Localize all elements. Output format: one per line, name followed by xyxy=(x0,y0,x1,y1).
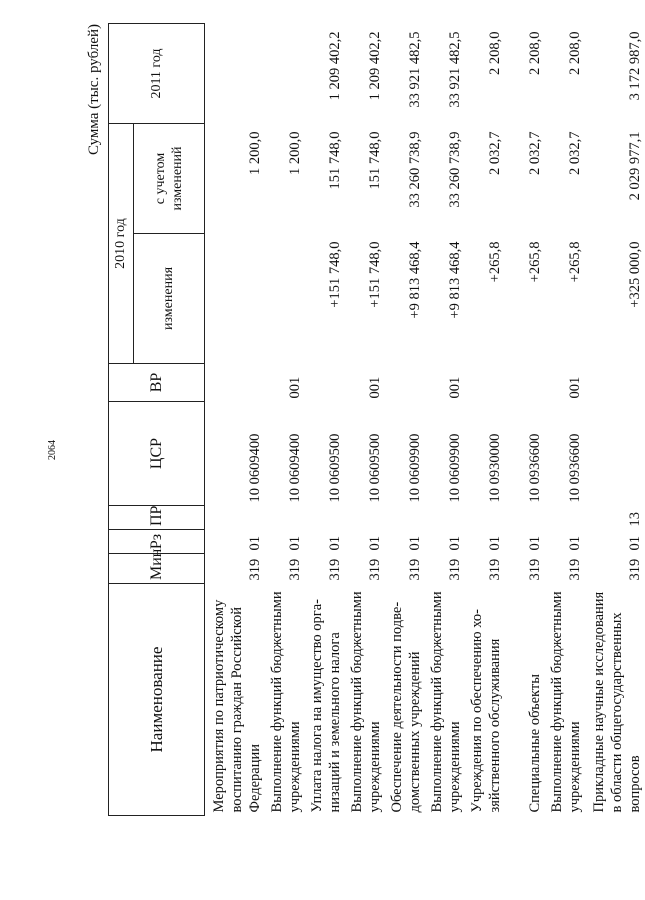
row-2011: 2 208,0 xyxy=(486,31,503,75)
header-2011: 2011 год xyxy=(109,24,205,124)
table-header xyxy=(109,24,205,816)
row-2011: 1 209 402,2 xyxy=(326,31,343,101)
row-pr xyxy=(545,506,585,530)
row-csr xyxy=(585,402,645,506)
row-2011: 1 209 402,2 xyxy=(366,31,383,101)
row-rz: 01 xyxy=(286,536,303,551)
table-row xyxy=(385,24,425,816)
row-with-changes: 2 032,7 xyxy=(566,131,583,175)
row-changes: +265,8 xyxy=(526,241,543,283)
row-2011 xyxy=(265,24,305,124)
row-csr: 10 0609400 xyxy=(286,433,303,503)
row-rz: 01 xyxy=(486,536,503,551)
row-pr xyxy=(345,506,385,530)
row-csr: 10 0930000 xyxy=(486,433,503,503)
row-with-changes: 151 748,0 xyxy=(326,131,343,190)
row-csr: 10 0609500 xyxy=(366,433,383,503)
row-rz: 01 xyxy=(626,536,643,551)
row-2011: 3 172 987,0 xyxy=(626,31,643,101)
row-pr xyxy=(205,506,266,530)
row-csr: 10 0936600 xyxy=(566,433,583,503)
row-changes: +265,8 xyxy=(486,241,503,283)
row-rz: 01 xyxy=(566,536,583,551)
row-vr xyxy=(205,364,266,402)
table-row xyxy=(345,24,385,816)
row-vr xyxy=(385,364,425,402)
row-min: 319 xyxy=(246,558,263,581)
header-csr: ЦСР xyxy=(109,402,205,506)
row-name: Выполнение функций бюджетными учреждениями xyxy=(268,591,303,813)
row-vr xyxy=(305,364,345,402)
budget-table xyxy=(108,23,645,816)
row-changes xyxy=(205,234,266,364)
row-pr xyxy=(425,506,465,530)
row-min: 319 xyxy=(366,558,383,581)
row-vr: 001 xyxy=(446,376,463,399)
row-rz: 01 xyxy=(446,536,463,551)
row-with-changes: 1 200,0 xyxy=(246,131,263,175)
row-name: Обеспечение деятельности подве-домственных учреждений xyxy=(388,601,423,813)
row-pr xyxy=(265,506,305,530)
row-pr xyxy=(505,506,545,530)
row-min: 319 xyxy=(446,558,463,581)
row-changes: +265,8 xyxy=(566,241,583,283)
row-rz: 01 xyxy=(406,536,423,551)
row-rz: 01 xyxy=(246,536,263,551)
row-rz: 01 xyxy=(326,536,343,551)
row-2011: 33 921 482,5 xyxy=(446,31,463,108)
row-2011: 2 208,0 xyxy=(566,31,583,75)
row-csr: 10 0609900 xyxy=(446,433,463,503)
row-pr xyxy=(465,506,505,530)
row-with-changes: 2 029 977,1 xyxy=(626,131,643,201)
row-with-changes: 2 032,7 xyxy=(526,131,543,175)
header-2010: 2010 год xyxy=(109,124,134,364)
header-changes: изменения xyxy=(134,234,205,364)
header-with-changes: с учетом изменений xyxy=(134,124,205,234)
row-changes xyxy=(265,234,305,364)
row-with-changes: 33 260 738,9 xyxy=(406,131,423,208)
row-min: 319 xyxy=(326,558,343,581)
row-csr: 10 0936600 xyxy=(526,433,543,503)
table-row xyxy=(265,24,305,816)
row-min: 319 xyxy=(566,558,583,581)
row-name: Выполнение функций бюджетными учреждениями xyxy=(348,591,383,813)
row-changes: +151 748,0 xyxy=(326,241,343,308)
row-vr xyxy=(585,364,645,402)
row-with-changes: 33 260 738,9 xyxy=(446,131,463,208)
row-min: 319 xyxy=(526,558,543,581)
row-2011: 33 921 482,5 xyxy=(406,31,423,108)
row-name: Выполнение функций бюджетными учреждениями xyxy=(548,591,583,813)
row-2011: 2 208,0 xyxy=(526,31,543,75)
row-pr xyxy=(385,506,425,530)
row-vr: 001 xyxy=(286,376,303,399)
row-csr: 10 0609400 xyxy=(246,433,263,503)
row-changes: +9 813 468,4 xyxy=(446,241,463,319)
row-with-changes: 2 032,7 xyxy=(486,131,503,175)
table-row xyxy=(545,24,585,816)
row-name: Прикладные научные исследования в области общегосударственных вопросов xyxy=(590,591,643,813)
table-row xyxy=(465,24,505,816)
table-row xyxy=(505,24,545,816)
row-2011 xyxy=(205,24,266,124)
row-changes: +9 813 468,4 xyxy=(406,241,423,319)
table-row xyxy=(425,24,465,816)
row-vr xyxy=(505,364,545,402)
row-vr xyxy=(465,364,505,402)
row-with-changes: 151 748,0 xyxy=(366,131,383,190)
row-name: Специальные объекты xyxy=(526,674,543,813)
row-name: Выполнение функций бюджетными учреждениями xyxy=(428,591,463,813)
header-min: Мин xyxy=(109,554,205,584)
row-name: Мероприятия по патриотическому воспитанию граждан Российской Федерации xyxy=(210,599,263,813)
row-rz: 01 xyxy=(366,536,383,551)
row-vr: 001 xyxy=(366,376,383,399)
header-pr: ПР xyxy=(109,506,205,530)
row-pr: 13 xyxy=(626,512,643,527)
rotated-page xyxy=(80,10,643,830)
header-vr: ВР xyxy=(109,364,205,402)
row-csr: 10 0609900 xyxy=(406,433,423,503)
row-changes: +151 748,0 xyxy=(366,241,383,308)
row-csr: 10 0609500 xyxy=(326,433,343,503)
header-rz: Рз xyxy=(109,530,205,554)
row-name: Учреждения по обеспечению хо-зяйственного обслуживания xyxy=(468,608,503,813)
row-min: 319 xyxy=(626,558,643,581)
header-name: Наименование xyxy=(109,584,205,816)
units-label: Сумма (тыс. рублей) xyxy=(86,24,102,156)
table-row xyxy=(585,24,645,816)
table-row xyxy=(305,24,345,816)
row-min: 319 xyxy=(486,558,503,581)
row-min: 319 xyxy=(286,558,303,581)
row-min: 319 xyxy=(406,558,423,581)
table-row xyxy=(205,24,266,816)
row-pr xyxy=(305,506,345,530)
row-vr: 001 xyxy=(566,376,583,399)
row-name: Уплата налога на имущество орга-низаций и земельного налога xyxy=(308,598,343,813)
row-rz: 01 xyxy=(526,536,543,551)
row-changes: +325 000,0 xyxy=(626,241,643,308)
row-with-changes: 1 200,0 xyxy=(286,131,303,175)
page-number: 2064 xyxy=(47,440,58,460)
